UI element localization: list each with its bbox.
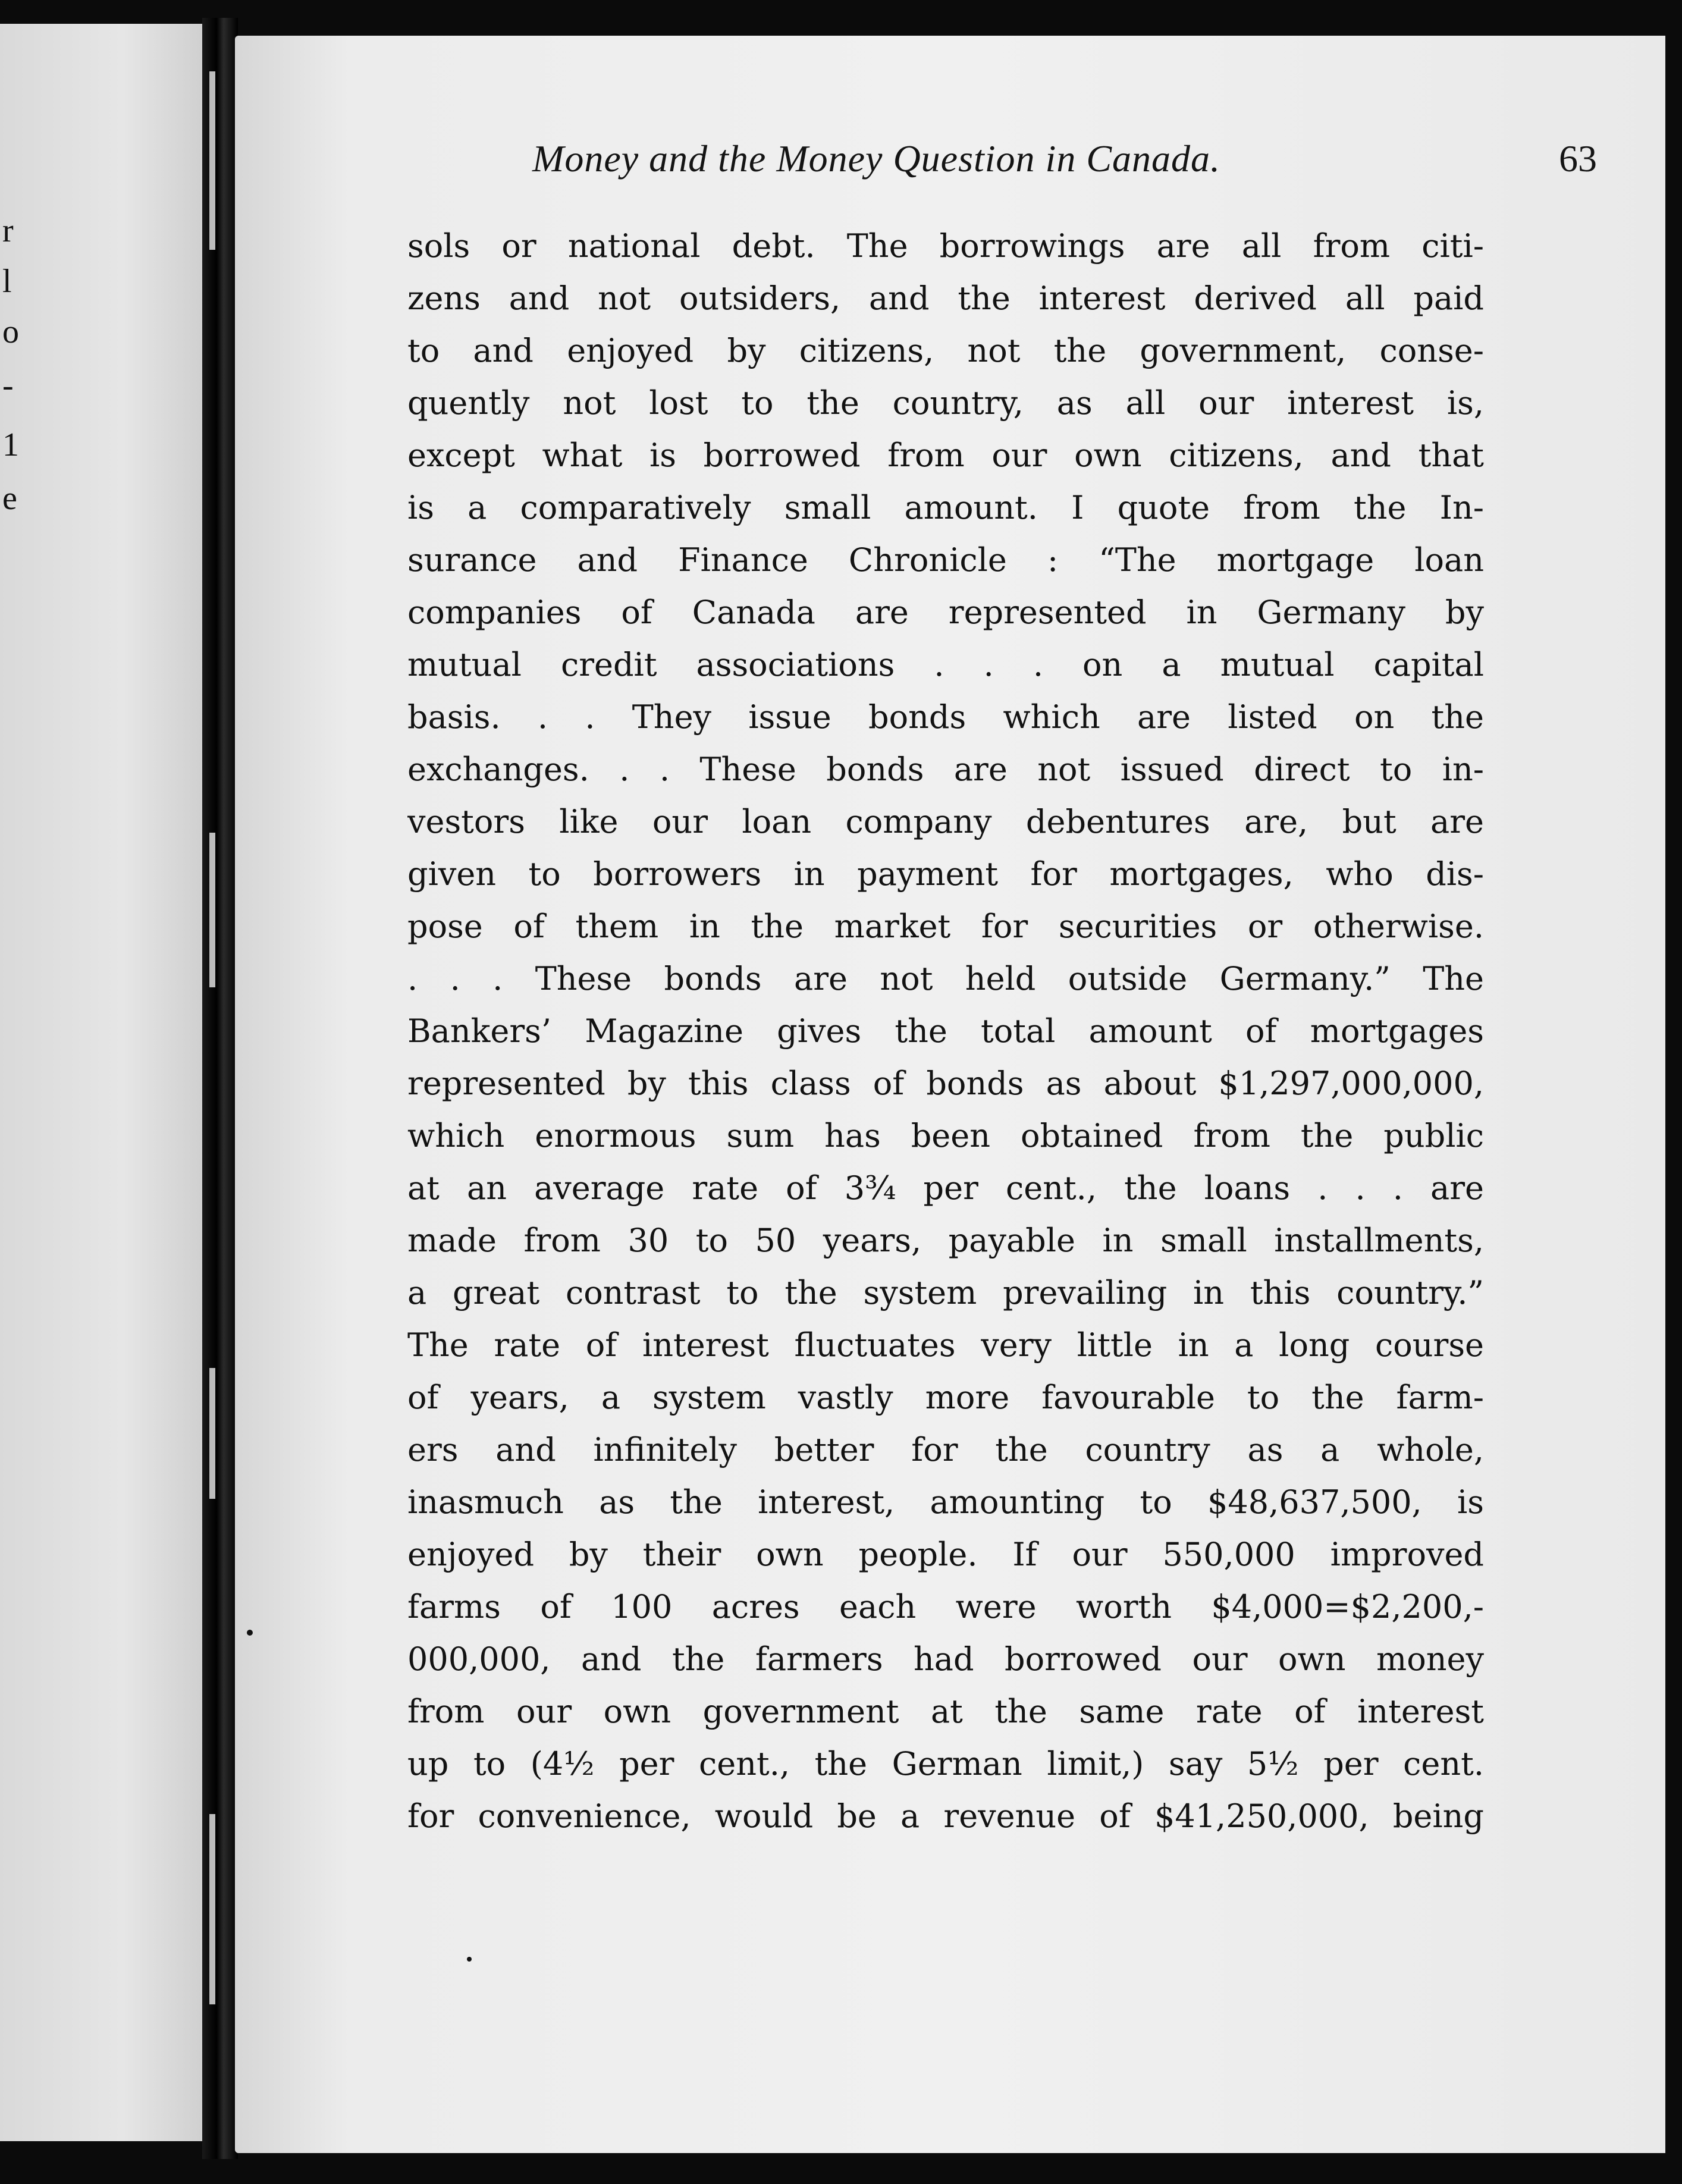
text-line: made from 30 to 50 years, payable in small installments, — [407, 1222, 1484, 1259]
text-line: a great contrast to the system prevailing in this country.” — [407, 1274, 1484, 1311]
gutter-highlight — [209, 1814, 215, 2004]
text-line: from our own government at the same rate of interest — [407, 1693, 1484, 1730]
running-head-title: Money and the Money Question in Canada. — [532, 137, 1220, 180]
page-number: 63 — [1559, 137, 1597, 180]
text-line: basis. . . They issue bonds which are listed on the — [407, 698, 1484, 736]
book-page — [235, 36, 1665, 2153]
text-line: farms of 100 acres each were worth $4,000=$2,200,- — [407, 1588, 1484, 1626]
text-line: given to borrowers in payment for mortgages, who dis- — [407, 855, 1484, 893]
text-line: sols or national debt. The borrowings are all from citi- — [407, 227, 1484, 265]
body-text — [407, 220, 1484, 1843]
text-line: up to (4½ per cent., the German limit,) say 5½ per cent. — [407, 1745, 1484, 1783]
text-line: exchanges. . . These bonds are not issued direct to in- — [407, 751, 1484, 788]
left-facing-page — [0, 24, 205, 2141]
text-line: mutual credit associations . . . on a mutual capital — [407, 646, 1484, 683]
left-page-fragment: 1 — [2, 426, 19, 463]
text-line: enjoyed by their own people. If our 550,000 improved — [407, 1536, 1484, 1573]
text-line: . . . These bonds are not held outside Germany.” The — [407, 960, 1484, 997]
running-head — [532, 137, 1603, 208]
text-line: inasmuch as the interest, amounting to $48,637,500, is — [407, 1483, 1484, 1521]
text-line: companies of Canada are represented in Germany by — [407, 594, 1484, 631]
left-page-fragment: e — [2, 480, 17, 517]
text-line: to and enjoyed by citizens, not the government, conse- — [407, 332, 1484, 369]
gutter-highlight — [209, 71, 215, 250]
text-line: of years, a system vastly more favourable to the farm- — [407, 1379, 1484, 1416]
gutter-highlight — [209, 1368, 215, 1499]
dust-speck — [467, 1957, 472, 1962]
left-page-fragment: r — [2, 212, 14, 249]
text-line: 000,000, and the farmers had borrowed our own money — [407, 1640, 1484, 1678]
text-line: except what is borrowed from our own citizens, and that — [407, 437, 1484, 474]
text-line: The rate of interest fluctuates very little in a long course — [407, 1326, 1484, 1364]
text-line: for convenience, would be a revenue of $41,250,000, being — [407, 1797, 1484, 1835]
left-page-fragment: - — [2, 367, 14, 404]
text-line: is a comparatively small amount. I quote from the In- — [407, 489, 1484, 526]
text-line: at an average rate of 3¾ per cent., the loans . . . are — [407, 1169, 1484, 1207]
text-line: represented by this class of bonds as about $1,297,000,000, — [407, 1065, 1484, 1102]
gutter-highlight — [209, 833, 215, 987]
text-line: Bankers’ Magazine gives the total amount of mortgages — [407, 1012, 1484, 1050]
dust-speck — [247, 1630, 253, 1636]
left-page-fragment: l — [2, 263, 12, 300]
left-page-fragment: o — [2, 313, 19, 350]
text-line: which enormous sum has been obtained from the public — [407, 1117, 1484, 1154]
text-line: surance and Finance Chronicle : “The mortgage loan — [407, 541, 1484, 579]
text-line: zens and not outsiders, and the interest derived all paid — [407, 280, 1484, 317]
text-line: quently not lost to the country, as all our interest is, — [407, 384, 1484, 422]
book-spine-gutter — [202, 18, 238, 2159]
text-line: pose of them in the market for securities or otherwise. — [407, 908, 1484, 945]
text-line: vestors like our loan company debentures are, but are — [407, 803, 1484, 840]
text-line: ers and infinitely better for the country as a whole, — [407, 1431, 1484, 1468]
